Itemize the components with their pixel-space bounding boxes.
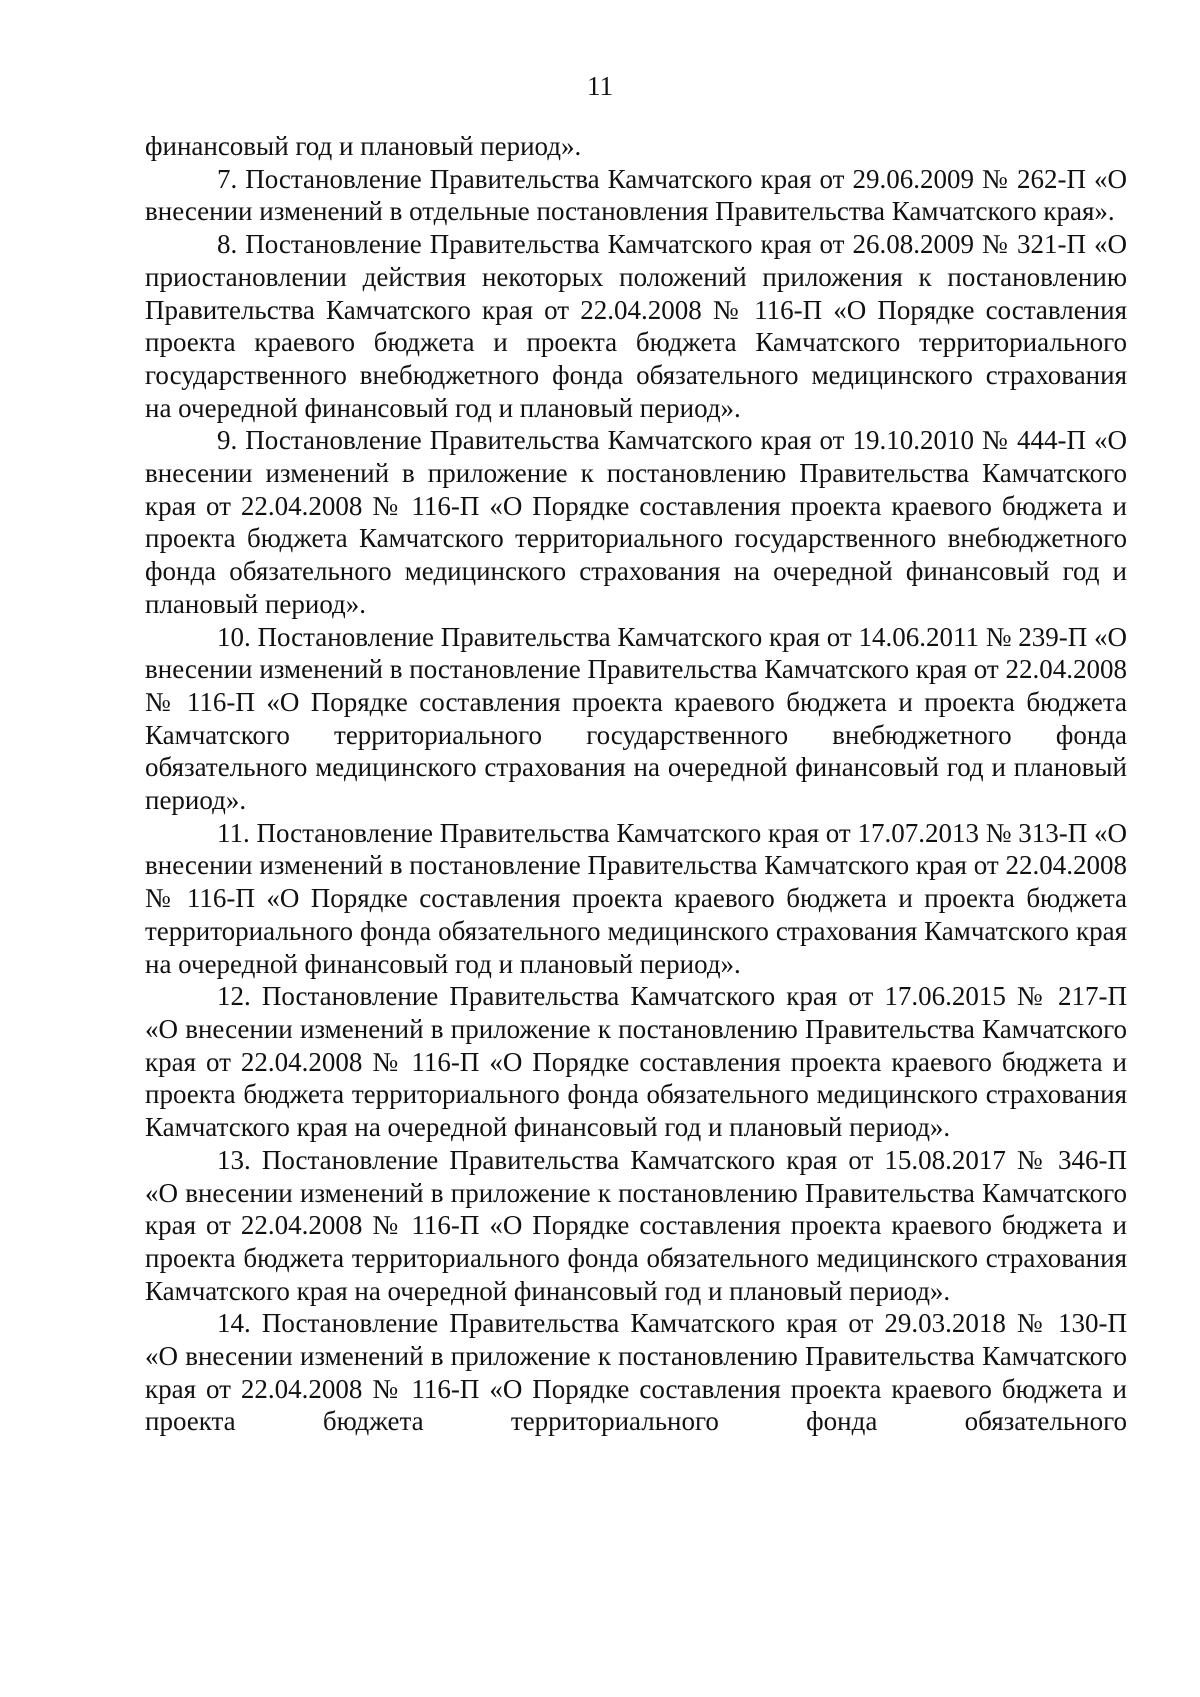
list-item-number: 10.: [217, 621, 251, 652]
list-item-number: 9.: [217, 425, 238, 456]
paragraph-text: финансовый год и плановый период».: [145, 131, 582, 161]
list-item-text: Постановление Правительства Камчатского края от 17.07.2013 № 313-П «О внесении изменений в постановление Правительства Камчатского края от 22.04.2008 № 116-П «О Порядке составления проекта краевого бюджета и проекта бюджета территориального фонда обязательного медицинского страхования Камчатского края на очередной финансовый год и плановый период».: [145, 817, 1128, 979]
list-item-number: 7.: [217, 163, 238, 194]
list-item-text: Постановление Правительства Камчатского края от 19.10.2010 № 444-П «О внесении изменений в приложение к постановлению Правительства Камчатского края от 22.04.2008 № 116-П «О Порядке составления проекта краевого бюджета и проекта бюджета Камчатского территориального государственного внебюджетного фонда обязательного медицинского страхования на очередной финансовый год и плановый период».: [145, 425, 1128, 619]
list-item-11: [145, 817, 1127, 981]
list-item-number: 13.: [217, 1144, 251, 1175]
list-item-text: Постановление Правительства Камчатского края от 29.03.2018 № 130-П «О внесении изменений в приложение к постановлению Правительства Камчатского края от 22.04.2008 № 116-П «О Порядке составления проекта краевого бюджета и проекта бюджета территориального фонда обязательного: [145, 1308, 1128, 1437]
list-item-13: [145, 1144, 1127, 1308]
list-item-number: 11.: [217, 817, 250, 848]
list-item-14: [145, 1307, 1127, 1438]
list-item-text: Постановление Правительства Камчатского края от 14.06.2011 № 239-П «О внесении изменений в постановление Правительства Камчатского края от 22.04.2008 № 116-П «О Порядке составления проекта краевого бюджета и проекта бюджета Камчатского территориального государственного внебюджетного фонда обязательного медицинского страхования на очередной финансовый год и плановый период».: [145, 621, 1128, 816]
list-item-8: [145, 228, 1127, 424]
list-item-text: Постановление Правительства Камчатского края от 15.08.2017 № 346-П «О внесении изменений в приложение к постановлению Правительства Камчатского края от 22.04.2008 № 116-П «О Порядке составления проекта краевого бюджета и проекта бюджета территориального фонда обязательного медицинского страхования Камчатского края на очередной финансовый год и плановый период».: [145, 1144, 1128, 1306]
list-item-text: Постановление Правительства Камчатского края от 29.06.2009 № 262-П «О внесении изменений в отдельные постановления Правительства Камчатского края».: [145, 163, 1128, 227]
list-item-text: Постановление Правительства Камчатского края от 26.08.2009 № 321-П «О приостановлении действия некоторых положений приложения к постановлению Правительства Камчатского края от 22.04.2008 № 116-П «О Порядке составления проекта краевого бюджета и проекта бюджета Камчатского территориального государственного внебюджетного фонда обязательного медицинского страхования на очередной финансовый год и плановый период».: [145, 229, 1128, 423]
list-item-12: [145, 980, 1127, 1144]
list-item-10: [145, 621, 1127, 817]
list-item-9: [145, 424, 1127, 620]
page-number: 11: [587, 71, 613, 101]
list-item-text: Постановление Правительства Камчатского края от 17.06.2015 № 217-П «О внесении изменений в приложение к постановлению Правительства Камчатского края от 22.04.2008 № 116-П «О Порядке составления проекта краевого бюджета и проекта бюджета территориального фонда обязательного медицинского страхования Камчатского края на очередной финансовый год и плановый период».: [145, 981, 1128, 1143]
list-item-number: 14.: [217, 1308, 251, 1339]
list-item-number: 8.: [217, 229, 238, 260]
list-item-number: 12.: [217, 981, 251, 1012]
list-item-7: [145, 163, 1127, 228]
paragraph-continuation: [145, 130, 1127, 163]
document-body: [145, 130, 1127, 1438]
